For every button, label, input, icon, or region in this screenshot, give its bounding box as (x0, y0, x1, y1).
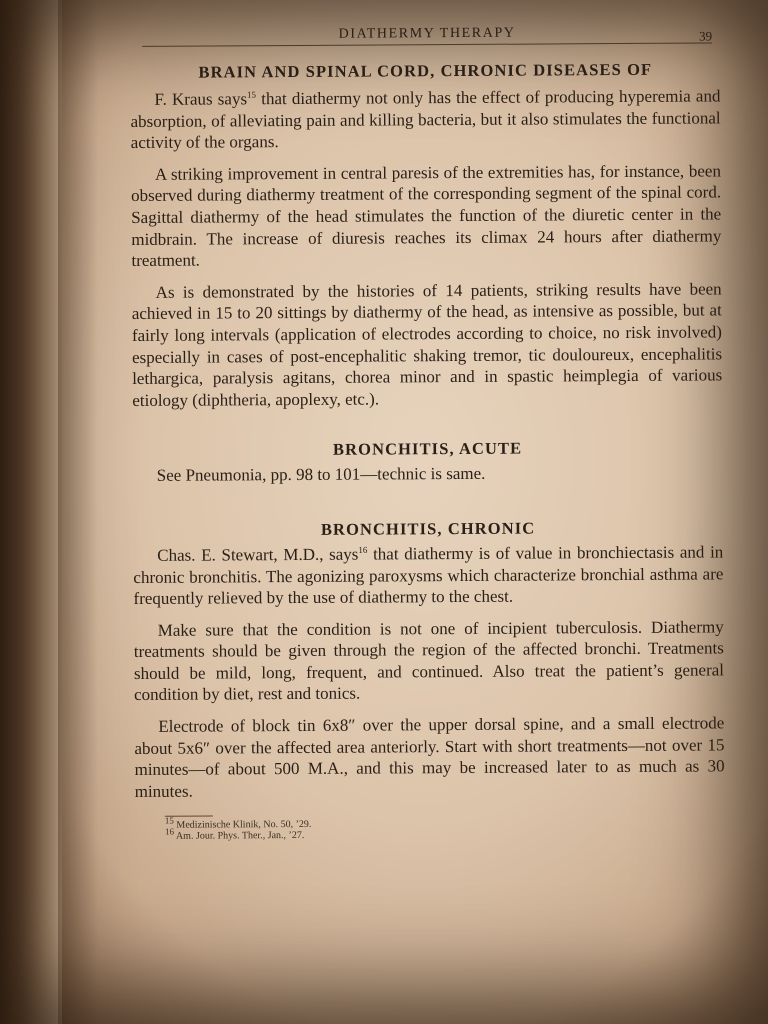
footnote-number: 15 (164, 815, 174, 826)
paragraph (133, 541, 723, 609)
section-bronchitis-chronic (133, 517, 725, 802)
page-number: 39 (699, 28, 713, 44)
book-binding (0, 0, 62, 1024)
section-heading: BRONCHITIS, ACUTE (332, 438, 523, 460)
paragraph: As is demonstrated by the histories of 14 patients, striking results have been achieved in 15 to 20 sittings by diathermy of the head, as intensive as possible, but at fairly long intervals (application of electrodes according to choice, no risk involved) especially in cases of post-encephalitic shaking tremor, tic douloureux, encephalitis lethargica, paralysis agitans, chorea minor and in spastic heimplegia of various etiology (diphtheria, apoplexy, etc.). (131, 279, 723, 410)
paragraph-text: that diathermy not only has the effect of producing hyperemia and absorption, of alleviating pain and killing bacteria, but it also stimulates the functional activity of the organs. (130, 86, 721, 153)
paragraph: See Pneumonia, pp. 98 to 101—technic is same. (156, 464, 486, 486)
footnote-ref: 15 (246, 89, 257, 100)
paragraph: Electrode of block tin 6x8″ over the upper dorsal spine, and a small electrode about 5x6″ over the affected area anteriorly. Start with short treatments—not over 15 minutes—of about 500 M.A., and this may be increased later to as much as 30 minutes. (134, 713, 725, 801)
footnote (165, 828, 725, 842)
paragraph (130, 85, 720, 153)
paragraph-text: F. Kraus says (154, 89, 248, 109)
paragraph: A striking improvement in central paresis of the extremities has, for instance, been observed during diathermy treatment of the corresponding segment of the spinal cord. Sagittal diathermy of the head stimulates the function of the diuretic center in the midbrain. The increase of diuresis reaches its climax 24 hours after diathermy treatment. (131, 161, 722, 271)
paragraph-text: Chas. E. Stewart, M.D., says (157, 544, 359, 565)
gutter-shadow (58, 0, 98, 1024)
footnote-number: 16 (164, 826, 174, 837)
section-heading: BRONCHITIS, CHRONIC (320, 518, 536, 539)
paragraph: Make sure that the condition is not one of incipient tuberculosis. Diathermy treatments should be given through the region of the affected bronchi. Treatments should be mild, long, frequent, and continued. Also treat the patient’s general condition by diet, rest and tonics. (133, 617, 725, 705)
section-brain-spinal-cord (130, 59, 722, 411)
running-head (142, 18, 712, 46)
section-heading: BRAIN AND SPINAL CORD, CHRONIC DISEASES OF (198, 59, 653, 82)
book-page (130, 18, 725, 842)
footnote-text: Medizinische Klinik, No. 50, ’29. (176, 819, 312, 832)
footnote-text: Am. Jour. Phys. Ther., Jan., ’27. (175, 830, 305, 843)
section-bronchitis-acute (133, 438, 723, 487)
footnotes (165, 813, 725, 842)
paragraph-text: that diathermy is of value in bronchiectasis and in chronic bronchitis. The agonizing paroxysms which characterize bronchial asthma are frequently relieved by the use of diathermy to the chest. (133, 542, 724, 609)
footnote-ref: 16 (358, 544, 368, 555)
running-title: DIATHERMY THERAPY (338, 25, 516, 42)
